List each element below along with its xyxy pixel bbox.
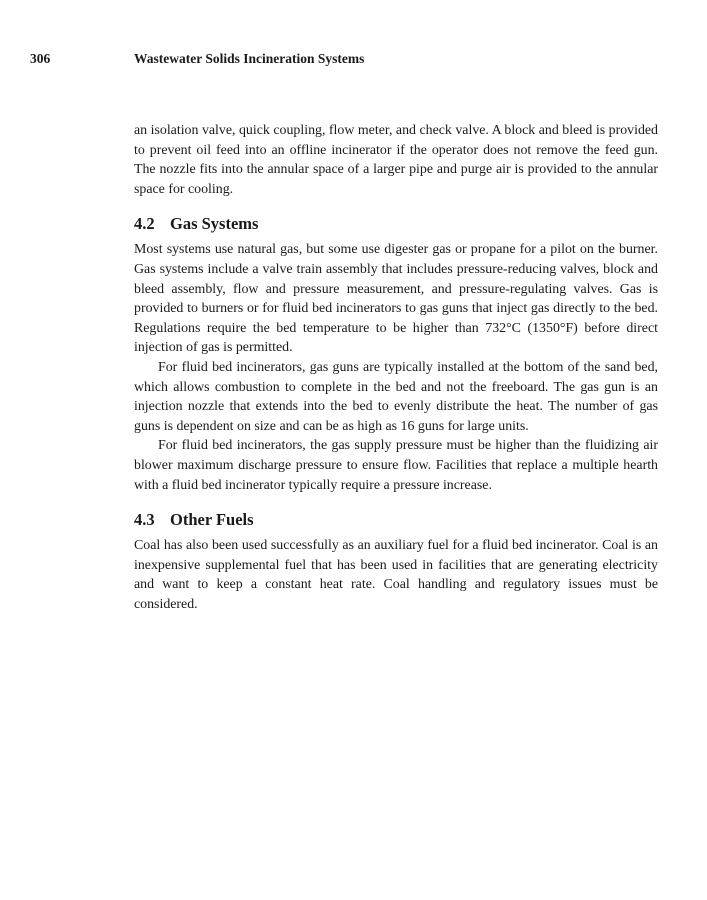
section-heading-other-fuels [134,509,658,531]
gas-systems-paragraph-1: Most systems use natural gas, but some use digester gas or propane for a pilot on the burner. Gas systems include a valve train assembly that includes pressure-reducing valves, block and bleed assembly, flow and pressure measurement, and pressure-regulating valves. Gas is provided to burners or for fluid bed incinerators to gas guns that inject gas directly to the bed. Regulations require the bed temperature to be higher than 732°C (1350°F) before direct injection of gas is permitted. [134,242,658,356]
section-number: 4.3 [134,510,155,530]
body-text [134,121,658,614]
page-number: 306 [30,51,51,66]
section-heading-gas-systems [134,213,658,235]
section-number: 4.2 [134,214,155,234]
intro-paragraph: an isolation valve, quick coupling, flow meter, and check valve. A block and bleed is provided to prevent oil feed into an offline incinerator if the operator does not remove the feed gun. The nozzle fits into the annular space of a larger pipe and purge air is provided to the annular space for cooling. [134,123,658,197]
gas-systems-paragraph-3: For fluid bed incinerators, the gas supply pressure must be higher than the fluidizing air blower maximum discharge pressure to ensure flow. Facilities that replace a multiple hearth with a fluid bed incinerator typically require a pressure increase. [134,438,658,493]
section-title: Gas Systems [170,214,259,234]
section-title: Other Fuels [170,510,254,530]
gas-systems-paragraph-2: For fluid bed incinerators, gas guns are typically installed at the bottom of the sand bed, which allows combustion to complete in the bed and not the freeboard. The gas gun is an injection nozzle that extends into the bed to evenly distribute the heat. The number of gas guns is dependent on size and can be as high as 16 guns for large units. [134,359,658,434]
other-fuels-paragraph-1: Coal has also been used successfully as an auxiliary fuel for a fluid bed incinerator. Coal is an inexpensive supplemental fuel that has been used in facilities that are generating electricity and want to keep a constant heat rate. Coal handling and regulatory issues must be considered. [134,538,658,612]
running-title: Wastewater Solids Incineration Systems [134,51,365,66]
